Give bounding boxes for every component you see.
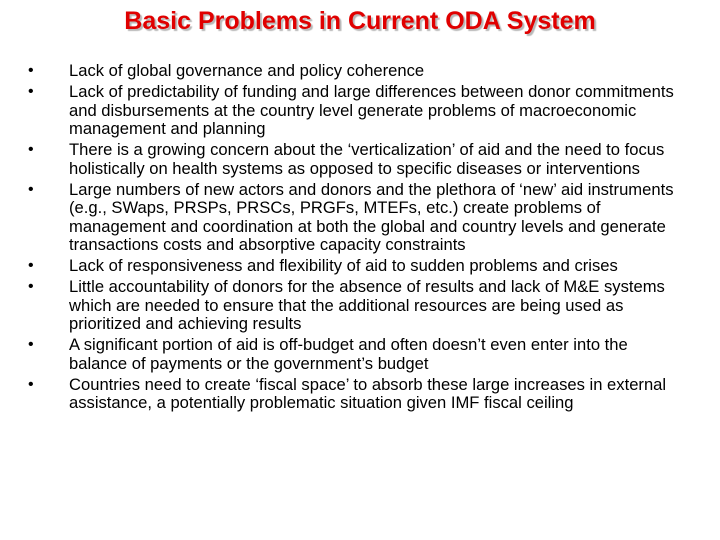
bullet-item (28, 62, 688, 81)
bullet-dot-icon: • (28, 257, 34, 274)
bullet-dot-icon: • (28, 62, 34, 79)
bullet-dot-icon: • (28, 375, 34, 393)
bullet-dot-icon: • (28, 180, 34, 198)
bullet-text: Large numbers of new actors and donors and the plethora of ‘new’ aid instruments (e.g., SWaps, PRSPs, PRSCs, PRGFs, MTEFs, etc.) create problems of management and coordination at both the global and country levels and generate transactions costs and absorptive capacity constraints (69, 179, 674, 254)
bullet-dot-icon: • (28, 278, 34, 295)
bullet-item (28, 181, 688, 255)
bullet-dot-icon: • (28, 336, 34, 353)
slide-title: Basic Problems in Current ODA System (124, 7, 596, 35)
bullet-text: Lack of predictability of funding and large differences between donor commitments and disbursements at the country level generate problems of macroeconomic management and planning (69, 82, 674, 138)
bullet-item (28, 141, 688, 178)
bullet-dot-icon: • (28, 83, 34, 100)
bullet-text: Countries need to create ‘fiscal space’ to absorb these large increases in external assistance, a potentially problematic situation given IMF fiscal ceiling (69, 374, 667, 412)
bullet-list (28, 62, 688, 415)
bullet-text: A significant portion of aid is off-budget and often doesn’t even enter into the balance of payments or the government’s budget (69, 335, 628, 373)
bullet-item (28, 83, 688, 139)
bullet-text: There is a growing concern about the ‘verticalization’ of aid and the need to focus holistically on health systems as opposed to specific diseases or interventions (69, 140, 665, 178)
bullet-text: Lack of responsiveness and flexibility of aid to sudden problems and crises (69, 256, 618, 275)
bullet-item (28, 336, 688, 373)
bullet-dot-icon: • (28, 141, 34, 158)
bullet-text: Lack of global governance and policy coherence (69, 61, 425, 80)
bullet-item (28, 257, 688, 276)
bullet-item (28, 376, 688, 413)
bullet-item (28, 278, 688, 334)
bullet-text: Little accountability of donors for the absence of results and lack of M&E systems which are needed to ensure that the additional resources are being used as prioritized and achieving results (69, 277, 665, 333)
